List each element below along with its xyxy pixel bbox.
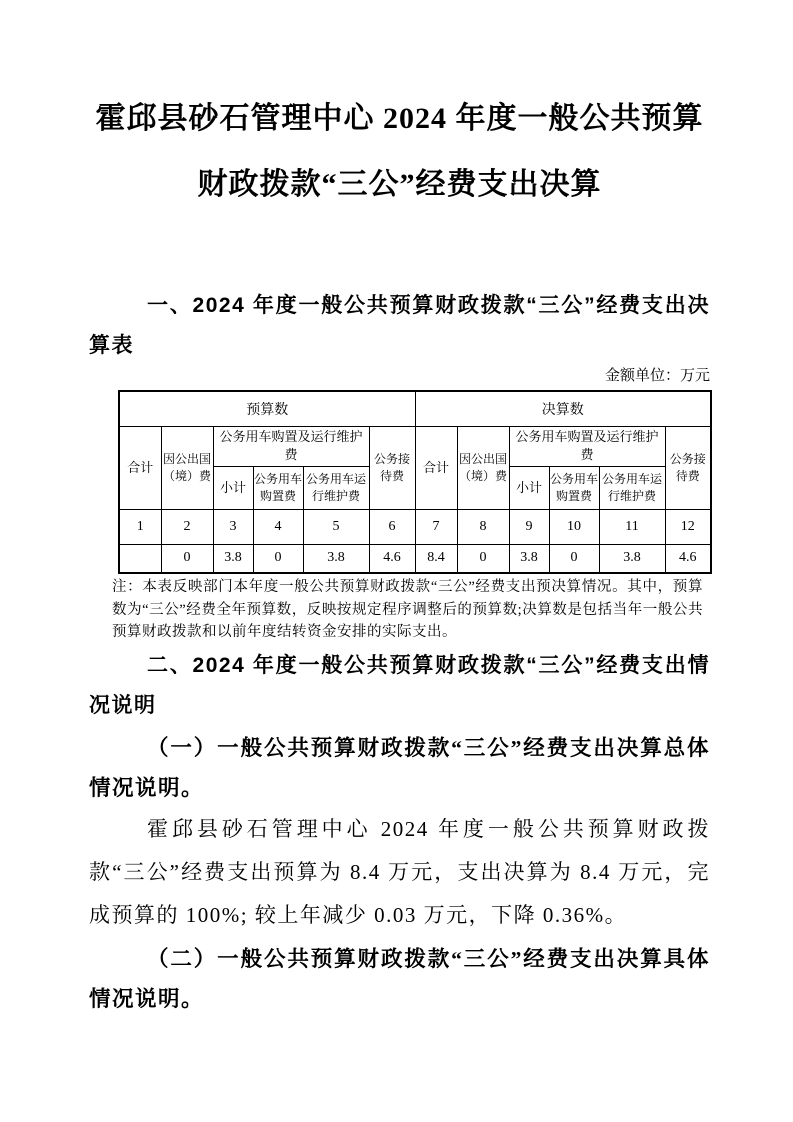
col-header-vehicle-maintenance: 公务用车运行维护费 (599, 466, 665, 509)
column-number-cell: 4 (253, 509, 303, 544)
col-header-reception: 公务接待费 (369, 426, 415, 509)
final-group-header: 决算数 (415, 391, 711, 426)
subsection1-body: 霍邱县砂石管理中心 2024 年度一般公共预算财政拨款“三公”经费支出预算为 8.4 万元，支出决算为 8.4 万元，完成预算的 100%; 较上年减少 0.03 万元，下降 0.36%。 (89, 816, 710, 927)
col-header-vehicle-purchase: 公务用车购置费 (253, 466, 303, 509)
table-unit-label: 金额单位：万元 (604, 368, 710, 384)
subsection1-heading: （一）一般公共预算财政拨款“三公”经费支出决算总体情况说明。 (89, 735, 710, 800)
column-number-cell: 2 (161, 509, 213, 544)
column-number-cell: 5 (303, 509, 369, 544)
col-header-vehicle-purchase: 公务用车购置费 (549, 466, 599, 509)
value-row (119, 544, 711, 573)
value-cell-final-vehicle-subtotal: 3.8 (509, 544, 549, 573)
column-number-cell: 12 (665, 509, 711, 544)
sangong-expense-table (118, 390, 712, 574)
section2-heading: 二、2024 年度一般公共预算财政拨款“三公”经费支出情况说明 (89, 653, 710, 717)
section1-heading: 一、2024 年度一般公共预算财政拨款“三公”经费支出决算表 (89, 294, 710, 357)
col-header-total: 合计 (119, 426, 161, 509)
col-header-vehicle-maintenance: 公务用车运行维护费 (303, 466, 369, 509)
budget-group-header: 预算数 (119, 391, 415, 426)
column-number-cell: 9 (509, 509, 549, 544)
value-cell-final-total: 8.4 (415, 544, 457, 573)
column-number-cell: 11 (599, 509, 665, 544)
value-cell-final-vehicle-maintenance: 3.8 (599, 544, 665, 573)
col-header-vehicle-group: 公务用车购置及运行维护费 (213, 426, 369, 466)
value-cell-budget-total (119, 544, 161, 573)
value-cell-budget-abroad: 0 (161, 544, 213, 573)
column-number-cell: 6 (369, 509, 415, 544)
column-number-cell: 8 (457, 509, 509, 544)
col-header-vehicle-subtotal: 小计 (213, 466, 253, 509)
value-cell-budget-vehicle-subtotal: 3.8 (213, 544, 253, 573)
value-cell-final-vehicle-purchase: 0 (549, 544, 599, 573)
column-number-cell: 7 (415, 509, 457, 544)
column-number-cell: 10 (549, 509, 599, 544)
col-header-vehicle-subtotal: 小计 (509, 466, 549, 509)
column-number-cell: 1 (119, 509, 161, 544)
column-number-row (119, 509, 711, 544)
value-cell-budget-vehicle-maintenance: 3.8 (303, 544, 369, 573)
col-header-vehicle-group: 公务用车购置及运行维护费 (509, 426, 665, 466)
col-header-total: 合计 (415, 426, 457, 509)
col-header-abroad: 因公出国（境）费 (457, 426, 509, 509)
value-cell-final-reception: 4.6 (665, 544, 711, 573)
column-number-cell: 3 (213, 509, 253, 544)
table-note: 注：本表反映部门本年度一般公共预算财政拨款“三公”经费支出预决算情况。其中，预算数为“三公”经费全年预算数，反映按规定程序调整后的预算数;决算数是包括当年一般公共预算财政拨款和以前年度结转资金安排的实际支出。 (112, 579, 703, 640)
value-cell-final-abroad: 0 (457, 544, 509, 573)
table-header-row-1 (119, 426, 711, 466)
table-group-header-row (119, 391, 711, 426)
col-header-abroad: 因公出国（境）费 (161, 426, 213, 509)
document-title: 霍邱县砂石管理中心 2024 年度一般公共预算财政拨款“三公”经费支出决算 (95, 102, 704, 201)
value-cell-budget-vehicle-purchase: 0 (253, 544, 303, 573)
col-header-reception: 公务接待费 (665, 426, 711, 509)
subsection2-heading: （二）一般公共预算财政拨款“三公”经费支出决算具体情况说明。 (89, 946, 710, 1011)
value-cell-budget-reception: 4.6 (369, 544, 415, 573)
